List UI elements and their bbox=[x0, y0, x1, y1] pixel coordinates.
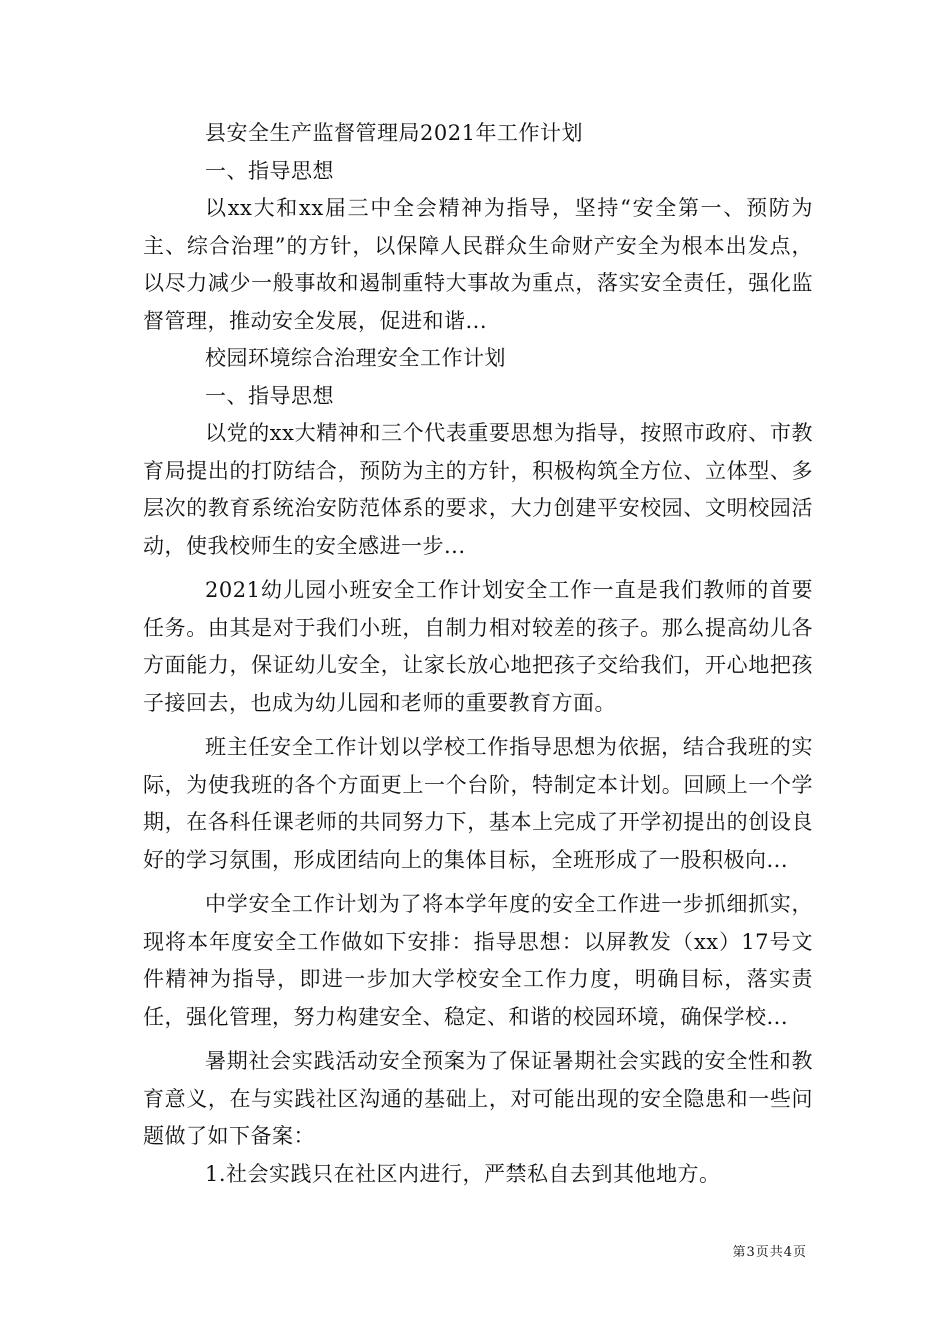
section-body: 以党的xx大精神和三个代表重要思想为指导，按照市政府、市教育局提出的打防结合，预防为主的方针，积极构筑全方位、立体型、多层次的教育系统治安防范体系的要求，大力创建平安校园、文明校园活动，使我校师生的安全感进一步... bbox=[143, 421, 813, 558]
document-body bbox=[143, 115, 813, 1193]
list-item: 1.社会实践只在社区内进行，严禁私自去到其他地方。 bbox=[205, 1161, 721, 1186]
paragraph: 暑期社会实践活动安全预案为了保证暑期社会实践的安全性和教育意义，在与实践社区沟通的基础上，对可能出现的安全隐患和一些问题做了如下备案： bbox=[143, 1049, 813, 1148]
paragraph: 班主任安全工作计划以学校工作指导思想为依据，结合我班的实际，为使我班的各个方面更上一个台阶，特制定本计划。回顾上一个学期，在各科任课老师的共同努力下，基本上完成了开学初提出的创设良好的学习氛围，形成团结向上的集体目标，全班形成了一股积极向... bbox=[143, 735, 813, 872]
paragraph: 2021幼儿园小班安全工作计划安全工作一直是我们教师的首要任务。由其是对于我们小班，自制力相对较差的孩子。那么提高幼儿各方面能力，保证幼儿安全，让家长放心地把孩子交给我们，开心地把孩子接回去，也成为幼儿园和老师的重要教育方面。 bbox=[143, 578, 813, 715]
section-heading: 一、指导思想 bbox=[205, 383, 334, 408]
paragraph: 中学安全工作计划为了将本学年度的安全工作进一步抓细抓实，现将本年度安全工作做如下安排：指导思想：以屏教发（xx）17号文件精神为指导，即进一步加大学校安全工作力度，明确目标，落实责任，强化管理，努力构建安全、稳定、和谐的校园环境，确保学校... bbox=[143, 892, 813, 1029]
page-number: 第3页共4页 bbox=[732, 1245, 807, 1260]
section-title: 县安全生产监督管理局2021年工作计划 bbox=[205, 121, 583, 145]
section-body: 以xx大和xx届三中全会精神为指导，坚持“安全第一、预防为主、综合治理”的方针，以保障人民群众生命财产安全为根本出发点，以尽力减少一般事故和遏制重特大事故为重点，落实安全责任，强化监督管理，推动安全发展，促进和谐... bbox=[143, 196, 813, 333]
section-title: 校园环境综合治理安全工作计划 bbox=[205, 346, 506, 370]
section-heading: 一、指导思想 bbox=[205, 158, 334, 183]
